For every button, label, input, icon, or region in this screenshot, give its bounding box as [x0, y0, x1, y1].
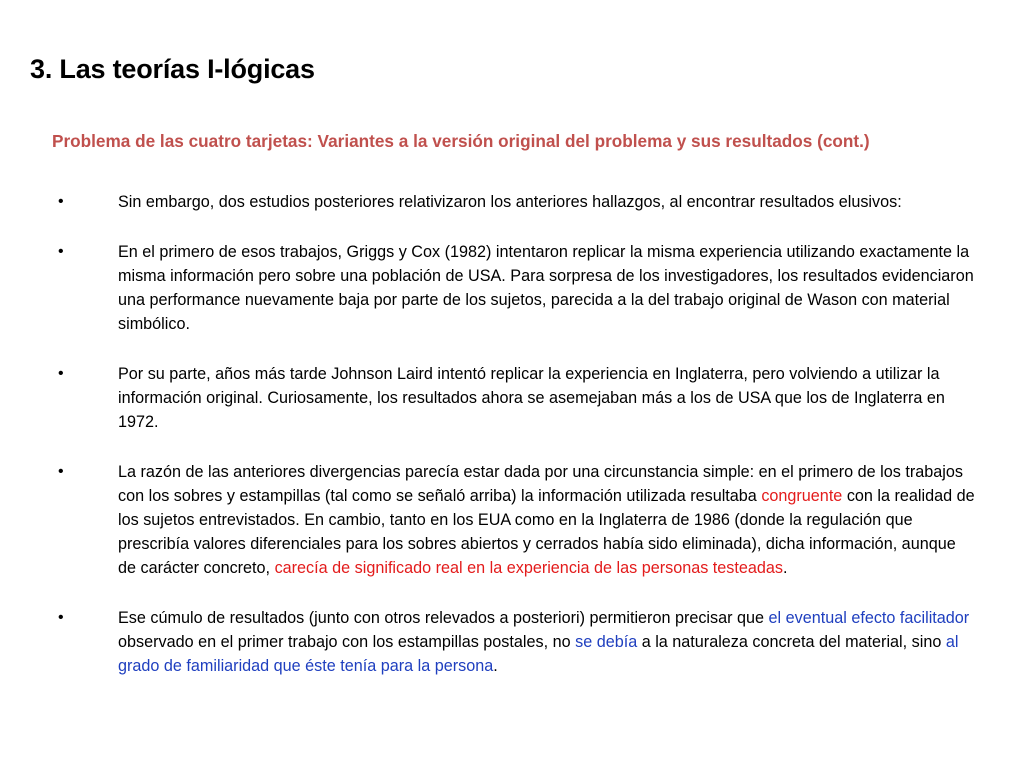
bullet-text-part: La razón de las anteriores divergencias parecía estar dada por una circunstancia simple: en el primero de los trabajos con los sobres y estampillas (tal como se señaló arriba) la información utilizada resultaba	[118, 463, 963, 505]
bullet-list	[58, 190, 978, 678]
bullet-text-part: a la naturaleza concreta del material, sino	[637, 633, 946, 651]
bullet-icon: •	[58, 365, 64, 382]
bullet-item	[58, 190, 978, 214]
highlight-carecia: carecía de significado real en la experiencia de las personas testeadas	[274, 559, 783, 577]
bullet-icon: •	[58, 463, 64, 480]
slide-title: 3. Las teorías I-lógicas	[30, 54, 315, 84]
slide-subtitle: Problema de las cuatro tarjetas: Variantes a la versión original del problema y sus resultados (cont.)	[52, 131, 870, 151]
bullet-text-part: Ese cúmulo de resultados (junto con otros relevados a posteriori) permitieron precisar que	[118, 609, 769, 627]
highlight-congruente: congruente	[761, 487, 843, 505]
bullet-text-part: observado en el primer trabajo con los estampillas postales, no	[118, 633, 576, 651]
bullet-item	[58, 460, 978, 580]
highlight-familiaridad: al grado de familiaridad que éste tenía para la persona	[118, 633, 959, 675]
bullet-item	[58, 362, 978, 434]
bullet-icon: •	[58, 609, 64, 626]
bullet-text-part: .	[782, 559, 788, 577]
bullet-icon: •	[58, 193, 64, 210]
bullet-text-part: con la realidad de los sujetos entrevistados. En cambio, tanto en los EUA como en la Inglaterra de 1986 (donde la regulación que prescribía valores diferenciales para los sobres abiertos y cerrados había sido eliminada), dicha información, aunque de carácter concreto,	[118, 487, 975, 577]
highlight-efecto-facilitador: el eventual efecto facilitador	[768, 609, 970, 627]
bullet-text-part: .	[493, 657, 498, 675]
bullet-item	[58, 240, 978, 336]
bullet-text: Por su parte, años más tarde Johnson Laird intentó replicar la experiencia en Inglaterra, pero volviendo a utilizar la información original. Curiosamente, los resultados ahora se asemejaban más a los de USA que los de Inglaterra en 1972.	[118, 365, 945, 431]
bullet-text: Sin embargo, dos estudios posteriores relativizaron los anteriores hallazgos, al encontrar resultados elusivos:	[118, 193, 902, 211]
bullet-text: En el primero de esos trabajos, Griggs y Cox (1982) intentaron replicar la misma experiencia utilizando exactamente la misma información pero sobre una población de USA. Para sorpresa de los investigadores, los resultados evidenciaron una performance nuevamente baja por parte de los sujetos, parecida a la del trabajo original de Wason con material simbólico.	[118, 243, 974, 333]
bullet-item	[58, 606, 978, 678]
highlight-se-debia: se debía	[575, 633, 638, 651]
bullet-icon: •	[58, 243, 64, 260]
